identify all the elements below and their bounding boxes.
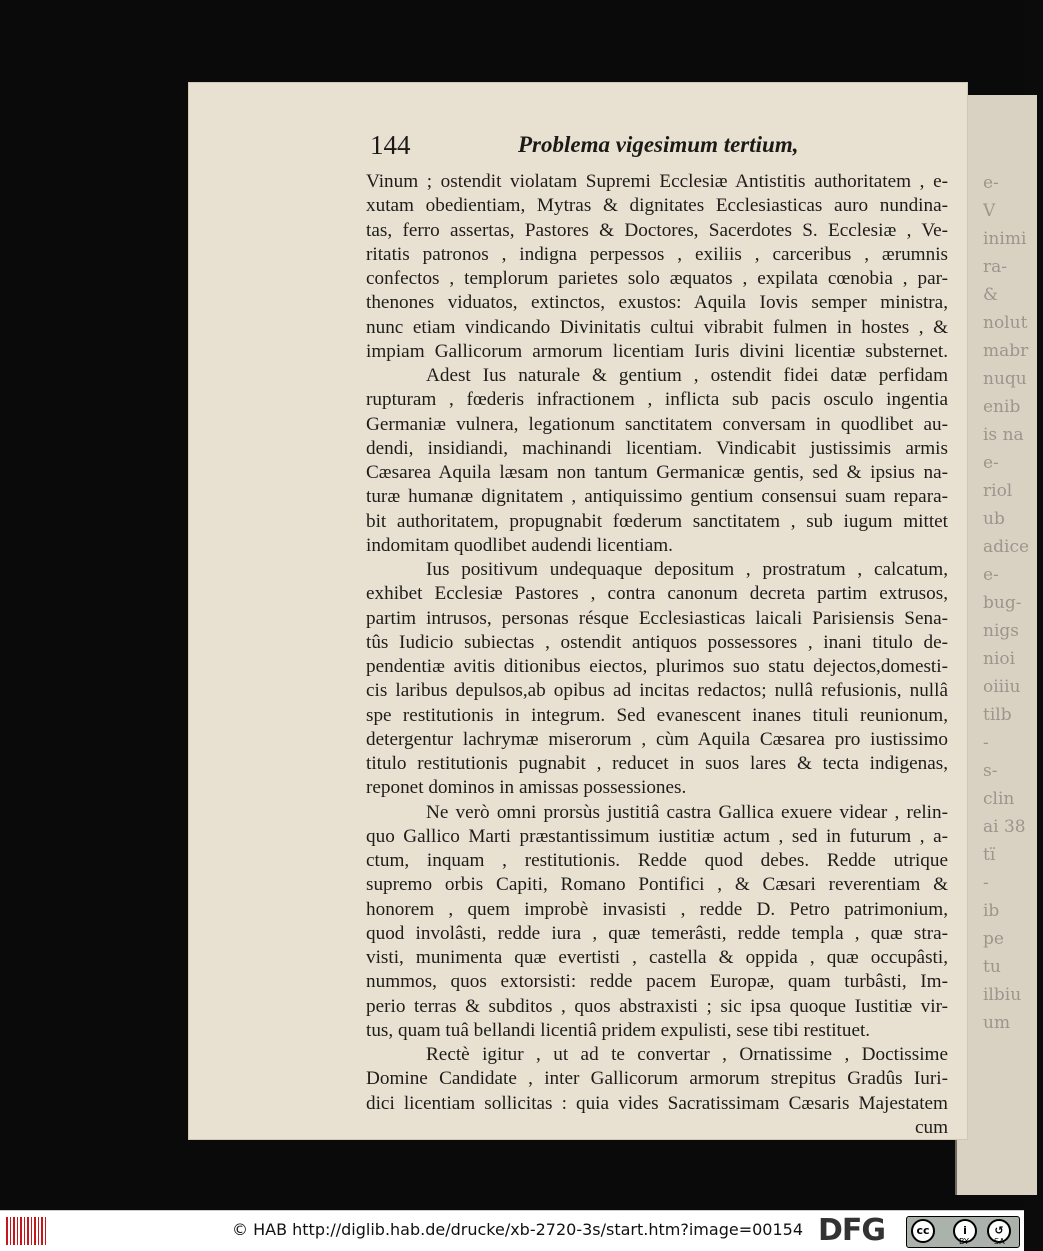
- text-line: tas, ferro assertas, Pastores & Doctores, Sacerdotes S. Ecclesiæ , Ve-: [366, 219, 948, 241]
- text-line: titulo restitutionis pugnabit , reducet in suos lares & tecta indigenas,: [366, 753, 948, 774]
- adjacent-page-fragment: bug-: [983, 593, 1022, 613]
- adjacent-page-fragment: nuqu: [983, 369, 1027, 389]
- dfg-logo[interactable]: DFG: [818, 1213, 886, 1248]
- adjacent-page-fragment: tilb: [983, 705, 1012, 725]
- adjacent-page-fragment: nioi: [983, 649, 1016, 669]
- adjacent-page-fragment: adice: [983, 537, 1030, 557]
- cc-sa-label: SA: [994, 1237, 1005, 1246]
- cc-license-badge[interactable]: [906, 1216, 1020, 1248]
- text-line: Cæsarea Aquila læsam non tantum Germanicæ gentis, sed & ipsius na-: [366, 462, 948, 483]
- text-line: ctum, inquam , restitutionis. Redde quod debes. Redde utrique: [366, 850, 948, 871]
- adjacent-page-fragment: riol: [983, 481, 1013, 501]
- adjacent-page-fragment: e-: [983, 565, 999, 585]
- text-line: indomitam quodlibet audendi licentiam.: [366, 534, 673, 556]
- footer-bar: [0, 1210, 1024, 1251]
- text-line: Domine Candidate , inter Gallicorum armorum strepitus Gradûs Iuri-: [366, 1068, 948, 1090]
- catchword: cum: [914, 1116, 948, 1138]
- adjacent-page-fragment: &: [983, 285, 999, 305]
- text-line: detergentur lachrymæ miserorum , cùm Aquila Cæsarea pro iustissimo: [366, 728, 948, 750]
- text-line: ritatis patronos , indigna perpessos , exiliis , carceribus , ærumnis: [366, 243, 948, 265]
- adjacent-page-fragment: s-: [983, 761, 998, 781]
- text-line: rupturam , fœderis infractionem , inflicta sub pacis osculo ingentia: [366, 389, 948, 411]
- text-line: cis laribus depulsos,ab opibus ad incitas redactos; nullâ refusionis, nullâ: [366, 680, 948, 702]
- adjacent-page-fragment: ilbiu: [983, 985, 1022, 1005]
- adjacent-page-fragment: oiiiu: [983, 677, 1021, 697]
- adjacent-page-fragment: ub: [983, 509, 1005, 529]
- text-line: tus, quam tuâ bellandi licentiâ pridem expulisti, sese tibi restituet.: [366, 1019, 871, 1041]
- text-line: exhibet Ecclesiæ Pastores , contra canonum decreta partim extrusos,: [366, 583, 948, 605]
- adjacent-page-fragment: um: [983, 1013, 1011, 1033]
- adjacent-page-fragment: -: [983, 873, 989, 893]
- text-line: nummos, quos extorsisti: redde pacem Europæ, quam turbâsti, Im-: [366, 971, 948, 993]
- attribution-icon: i: [953, 1219, 977, 1243]
- text-line: Ius positivum undequaque depositum , prostratum , calcatum,: [426, 559, 948, 580]
- text-line: Vinum ; ostendit violatam Supremi Ecclesiæ Antistitis authoritatem , e-: [366, 171, 948, 192]
- page-text: [366, 170, 948, 1140]
- adjacent-page-fragment: V: [983, 201, 996, 221]
- text-line: spe restitutionis in integrum. Sed evanescent inanes tituli reunionum,: [366, 704, 948, 726]
- page-number: 144: [370, 130, 411, 160]
- text-line: thenones viduatos, extinctos, exustos: Aquila Iovis semper ministra,: [366, 292, 948, 314]
- text-line: tûs Iudicio subiectas , ostendit antiquos possessores , inani titulo de-: [366, 631, 948, 653]
- barcode-icon: [6, 1217, 46, 1245]
- adjacent-page-fragment: -: [983, 733, 989, 753]
- text-line: perio terras & subditos , quos abstraxisti ; sic ipsa quoque Iustitiæ vir-: [366, 995, 948, 1017]
- adjacent-page-fragment: e-: [983, 453, 999, 473]
- text-line: honorem , quem improbè invasisti , redde D. Petro patrimonium,: [366, 898, 948, 920]
- adjacent-page-fragment: ib: [983, 901, 1000, 921]
- running-head-title: Problema vigesimum tertium,: [518, 132, 799, 157]
- text-line: Adest Ius naturale & gentium , ostendit fidei datæ perfidam: [426, 365, 948, 386]
- adjacent-page-fragment: nolut: [983, 313, 1028, 333]
- adjacent-page-fragment: enib: [983, 397, 1021, 417]
- text-line: quod involâsti, redde iura , quæ temerâsti, redde templa , quæ stra-: [366, 922, 948, 944]
- adjacent-page-fragment: ra-: [983, 257, 1008, 277]
- adjacent-page-fragment: nigs: [983, 621, 1019, 641]
- text-line: bit authoritatem, propugnabit fœderum sanctitatem , sub iugum mittet: [366, 510, 948, 532]
- text-line: supremo orbis Capiti, Romano Pontifici , & Cæsari reverentiam &: [366, 874, 948, 896]
- text-line: quo Gallico Marti præstantissimum iustitiæ actum , sed in futurum , a-: [366, 825, 948, 847]
- adjacent-page-fragment: tu: [983, 957, 1001, 977]
- text-line: dici licentiam sollicitas : quia vides Sacratissimam Cæsaris Majestatem: [366, 1092, 948, 1114]
- text-line: pendentiæ avitis ditionibus eiectos, plurimos suo statu dejectos,domesti-: [366, 656, 948, 677]
- adjacent-page-fragment: mabr: [983, 341, 1029, 361]
- cc-by-label: BY: [959, 1237, 969, 1246]
- adjacent-page-fragment: e-: [983, 173, 999, 193]
- running-head: [370, 130, 950, 166]
- adjacent-page-fragment: pe: [983, 929, 1004, 949]
- adjacent-page-fragment: clin: [983, 789, 1015, 809]
- text-line: visti, munimenta quæ evertisti , castella & oppida , quæ occupâsti,: [366, 947, 948, 968]
- text-line: impiam Gallicorum armorum licentiam Iuris divini licentiæ substernet.: [366, 340, 948, 362]
- adjacent-page-fragment: ai 38: [983, 817, 1026, 837]
- share-alike-icon: ↺: [987, 1219, 1011, 1243]
- text-line: dendi, insidiandi, machinandi licentiam. Vindicabit justissimis armis: [366, 437, 948, 459]
- copyright-link[interactable]: © HAB http://diglib.hab.de/drucke/xb-2720-3s/start.htm?image=00154: [232, 1220, 803, 1239]
- adjacent-page-fragment: is na: [983, 425, 1024, 445]
- text-line: Germaniæ vulnera, legationum sanctitatem conversam in quodlibet au-: [366, 413, 948, 435]
- adjacent-page-fragment: tı̈: [983, 845, 996, 865]
- text-line: turæ humanæ dignitatem , antiquissimo gentium consensui suam repara-: [366, 486, 948, 508]
- cc-icon: cc: [911, 1219, 935, 1243]
- text-line: Ne verò omni prorsùs justitiâ castra Gallica exuere videar , relin-: [426, 801, 948, 823]
- text-line: confectos , templorum parietes solo æquatos , expilata cœnobia , par-: [366, 268, 948, 289]
- text-line: reponet dominos in amissas possessiones.: [366, 777, 687, 799]
- text-line: nunc etiam vindicando Divinitatis cultui vibrabit fulmen in hostes , &: [366, 316, 948, 338]
- text-line: Rectè igitur , ut ad te convertar , Ornatissime , Doctissime: [426, 1044, 948, 1065]
- text-line: xutam obedientiam, Mytras & dignitates Ecclesiasticas auro nundina-: [366, 195, 948, 217]
- adjacent-page-fragment: inimi: [983, 229, 1027, 249]
- text-line: partim intrusos, personas résque Ecclesiasticas laicali Parisiensis Sena-: [366, 607, 948, 629]
